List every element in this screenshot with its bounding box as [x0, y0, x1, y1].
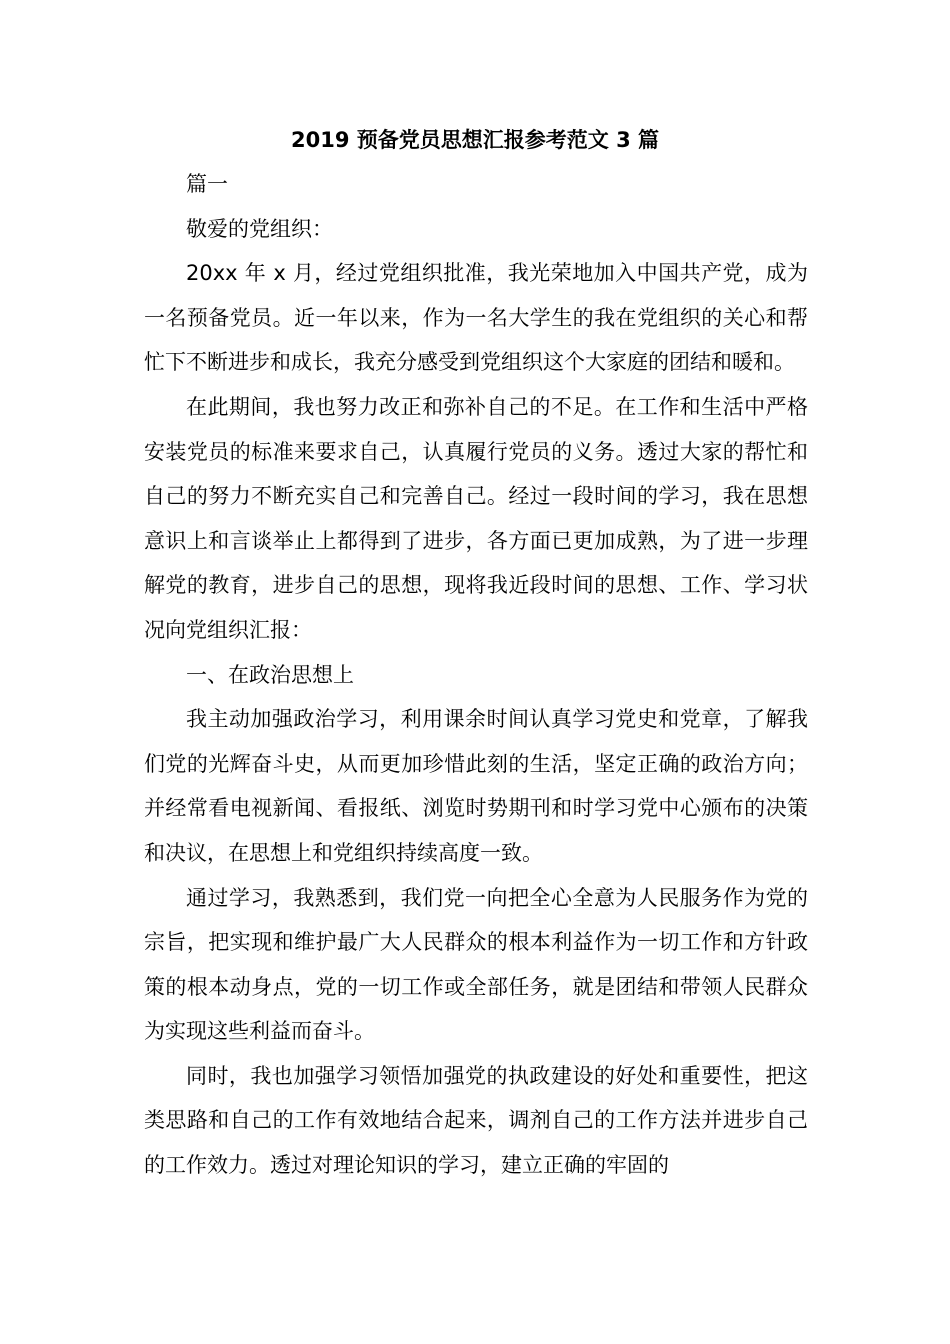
document-body — [144, 162, 808, 1188]
document-title: 2019 预备党员思想汇报参考范文 3 篇 — [291, 128, 659, 152]
paragraph: 20xx 年 x 月，经过党组织批准，我光荣地加入中国共产党，成为一名预备党员。近一年以来，作为一名大学生的我在党组织的关心和帮忙下不断进步和成长，我充分感受到党组织这个大家庭的团结和暖和。 — [144, 261, 808, 375]
salutation: 敬爱的党组织： — [186, 216, 333, 241]
paragraph: 通过学习，我熟悉到，我们党一向把全心全意为人民服务作为党的宗旨，把实现和维护最广大人民群众的根本利益作为一切工作和方针政策的根本动身点，党的一切工作或全部任务，就是团结和带领人民群众为实现这些利益而奋斗。 — [144, 885, 808, 1044]
section-heading-political-thought: 一、在政治思想上 — [186, 662, 354, 687]
paragraph: 在此期间，我也努力改正和弥补自己的不足。在工作和生活中严格安装党员的标准来要求自己，认真履行党员的义务。透过大家的帮忙和自己的努力不断充实自己和完善自己。经过一段时间的学习，我在思想意识上和言谈举止上都得到了进步，各方面已更加成熟，为了进一步理解党的教育，进步自己的思想，现将我近段时间的思想、工作、学习状况向党组织汇报： — [144, 394, 808, 642]
section-heading-part-one: 篇一 — [186, 172, 228, 196]
paragraph: 同时，我也加强学习领悟加强党的执政建设的好处和重要性，把这类思路和自己的工作有效地结合起来，调剂自己的工作方法并进步自己的工作效力。透过对理论知识的学习，建立正确的牢固的 — [144, 1063, 808, 1178]
paragraph: 我主动加强政治学习，利用课余时间认真学习党史和党章，了解我们党的光辉奋斗史，从而更加珍惜此刻的生活，坚定正确的政治方向；并经常看电视新闻、看报纸、浏览时势期刊和时学习党中心颁布的决策和决议，在思想上和党组织持续高度一致。 — [144, 707, 808, 865]
